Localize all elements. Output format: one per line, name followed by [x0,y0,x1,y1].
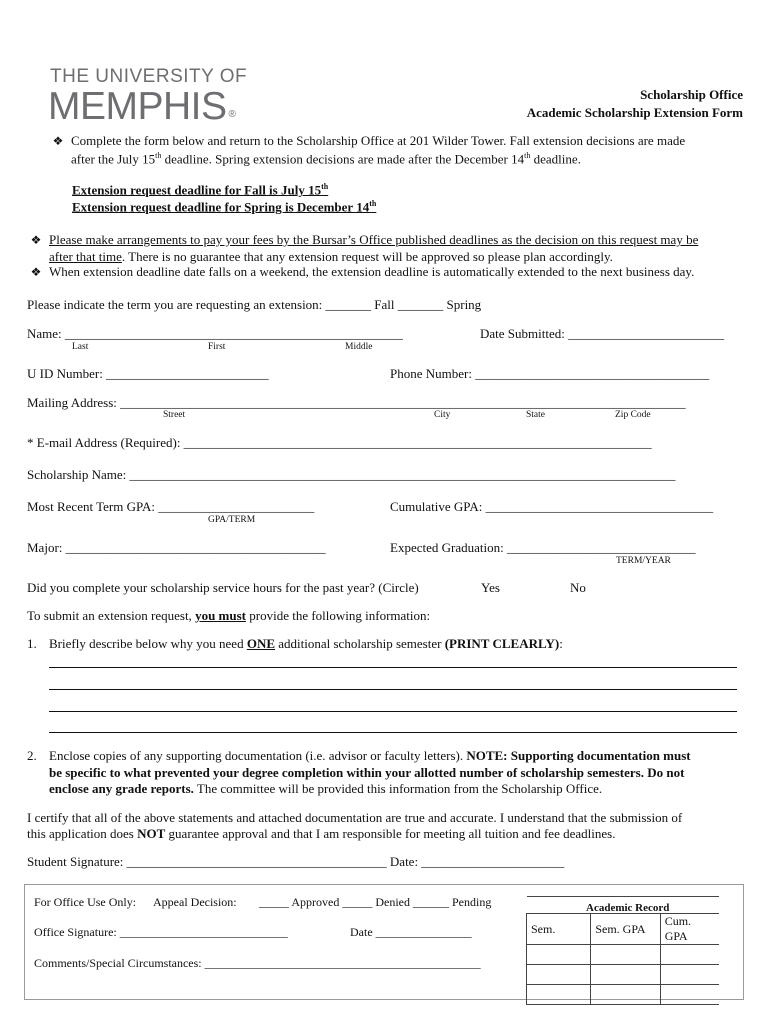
item2-part: Enclose copies of any supporting documentation (i.e. advisor or faculty letters). [49,748,467,763]
table-cell[interactable] [527,985,591,1005]
term-year-label: TERM/YEAR [616,556,671,566]
recent-gpa-field[interactable]: Most Recent Term GPA: ________________________ [27,499,315,514]
certify-part: this application does [27,826,138,841]
item2-part: The committee will be provided this information from the Scholarship Office. [193,781,603,796]
mailing-address-field[interactable]: Mailing Address: _______________________________________________________________________________________ [27,395,686,410]
note1-underlined: after that time [49,249,122,264]
reason-line-4[interactable] [49,732,737,733]
fall-deadline [72,182,328,198]
office-use-label: For Office Use Only: [34,895,137,909]
item2-line1 [49,748,691,764]
table-cell[interactable] [660,985,719,1005]
form-title: Academic Scholarship Extension Form [526,105,743,120]
email-field[interactable]: * E-mail Address (Required): ________________________________________________________________________ [27,435,652,450]
certify-line2 [27,826,615,842]
spring-deadline-text: Extension request deadline for Spring is December 14 [72,199,370,215]
scholarship-name-field[interactable]: Scholarship Name: ____________________________________________________________________________________ [27,467,676,482]
state-label: State [526,410,545,420]
table-cell[interactable] [660,945,719,965]
intro-sup: th [524,151,531,160]
uid-field[interactable]: U ID Number: _________________________ [27,366,269,381]
reason-line-2[interactable] [49,689,737,690]
intro-bullet [52,133,64,149]
submit-instructions [27,608,430,624]
appeal-decision-options[interactable]: _____ Approved _____ Denied ______ Pending [259,895,492,909]
table-row [527,945,720,965]
intro-line2 [71,151,581,167]
office-date-field[interactable]: Date ________________ [350,925,472,939]
university-logo [48,87,235,126]
no-option[interactable]: No [570,580,586,595]
diamond-bullet-icon: ❖ [30,265,42,279]
submit-text: provide the following information: [246,608,431,623]
name-field[interactable]: Name: ____________________________________________________ [27,326,403,341]
item1-part: additional scholarship semester [275,636,445,651]
logo-line2: MEMPHIS [48,85,227,128]
intro-text: deadline. [530,151,581,167]
item1-bold: (PRINT CLEARLY) [444,636,560,651]
zip-label: Zip Code [615,410,651,420]
office-title: Scholarship Office [640,87,743,102]
name-middle-label: Middle [345,342,373,352]
major-field[interactable]: Major: ________________________________________ [27,540,326,555]
fall-deadline-sup: th [321,182,329,191]
street-label: Street [163,410,186,420]
col-sem-header: Sem. [527,914,591,945]
table-cell[interactable] [591,985,660,1005]
note2-bullet [30,264,42,280]
phone-field[interactable]: Phone Number: ____________________________________ [390,366,710,381]
expected-graduation-field[interactable]: Expected Graduation: _____________________________ [390,540,696,555]
table-cell[interactable] [527,965,591,985]
certify-line1: I certify that all of the above statements and attached documentation are true and accurate. I understand that the submission of [27,810,683,825]
submit-text: To submit an extension request, [27,608,196,623]
comments-field[interactable]: Comments/Special Circumstances: ______________________________________________ [34,956,481,970]
table-cell[interactable] [527,945,591,965]
certify-bold: NOT [137,826,166,841]
registered-mark: ® [228,109,236,120]
appeal-decision-label: Appeal Decision: [153,895,237,909]
table-row [527,914,720,945]
table-cell[interactable] [660,965,719,985]
note1-line2 [49,249,613,265]
logo-line1: THE UNIVERSITY OF [50,66,248,87]
item2-bold: enclose any grade reports. [49,781,194,796]
cumulative-gpa-field[interactable]: Cumulative GPA: ___________________________________ [390,499,714,514]
intro-text: deadline. Spring extension decisions are made after the December 14 [161,151,525,167]
col-sem-gpa-header: Sem. GPA [591,914,660,945]
certify-part: guarantee approval and that I am responsible for meeting all tuition and fee deadlines. [165,826,616,841]
table-row [527,965,720,985]
city-label: City [434,410,451,420]
term-field[interactable]: Please indicate the term you are requesting an extension: _______ Fall _______ Spring [27,297,482,312]
item2-line3 [49,781,602,797]
diamond-bullet-icon: ❖ [52,134,64,148]
yes-option[interactable]: Yes [481,580,500,595]
academic-record-title: Academic Record [586,902,670,914]
note2: When extension deadline date falls on a weekend, the extension deadline is automatically extended to the next business day. [49,264,695,279]
note1-line1: Please make arrangements to pay your fees by the Bursar’s Office published deadlines as the decision on this request may be [49,232,699,247]
office-signature-field[interactable]: Office Signature: ____________________________ [34,925,288,939]
note1-bullet [30,232,42,248]
item1-part: Briefly describe below why you need [49,636,247,651]
intro-text: after the July 15 [71,151,156,167]
student-signature-field[interactable]: Student Signature: ________________________________________ Date: ______________________ [27,854,565,869]
item1-emphasis: ONE [246,636,276,651]
spring-deadline [72,199,376,215]
academic-record-table [526,913,719,1005]
table-cell[interactable] [591,945,660,965]
submit-emphasis: you must [195,608,246,623]
date-submitted-field[interactable]: Date Submitted: ________________________ [480,326,725,341]
name-last-label: Last [72,342,89,352]
service-hours-question: Did you complete your scholarship service hours for the past year? (Circle) [27,580,419,595]
reason-line-1[interactable] [49,667,737,668]
table-cell[interactable] [591,965,660,985]
spring-deadline-sup: th [369,199,377,208]
item1-number: 1. [27,636,37,651]
note1-text: . There is no guarantee that any extension request will be approved so please plan accordingly. [121,249,613,264]
intro-sup: th [155,151,162,160]
reason-line-3[interactable] [49,711,737,712]
name-first-label: First [208,342,226,352]
item2-number: 2. [27,748,37,763]
intro-line1: Complete the form below and return to the Scholarship Office at 201 Wilder Tower. Fall extension decisions are made [71,133,686,148]
record-top-rule [527,896,719,897]
table-row [527,985,720,1005]
item2-bold: NOTE: Supporting documentation must [466,748,691,763]
col-cum-gpa-header: Cum. GPA [660,914,719,945]
item1-text [49,636,563,652]
gpa-term-label: GPA/TERM [208,515,256,525]
diamond-bullet-icon: ❖ [30,233,42,247]
fall-deadline-text: Extension request deadline for Fall is July 15 [72,182,322,198]
item2-line2: be specific to what prevented your degree completion within your allotted number of scholarship semesters. Do not [49,765,685,780]
item1-part: : [559,636,563,651]
